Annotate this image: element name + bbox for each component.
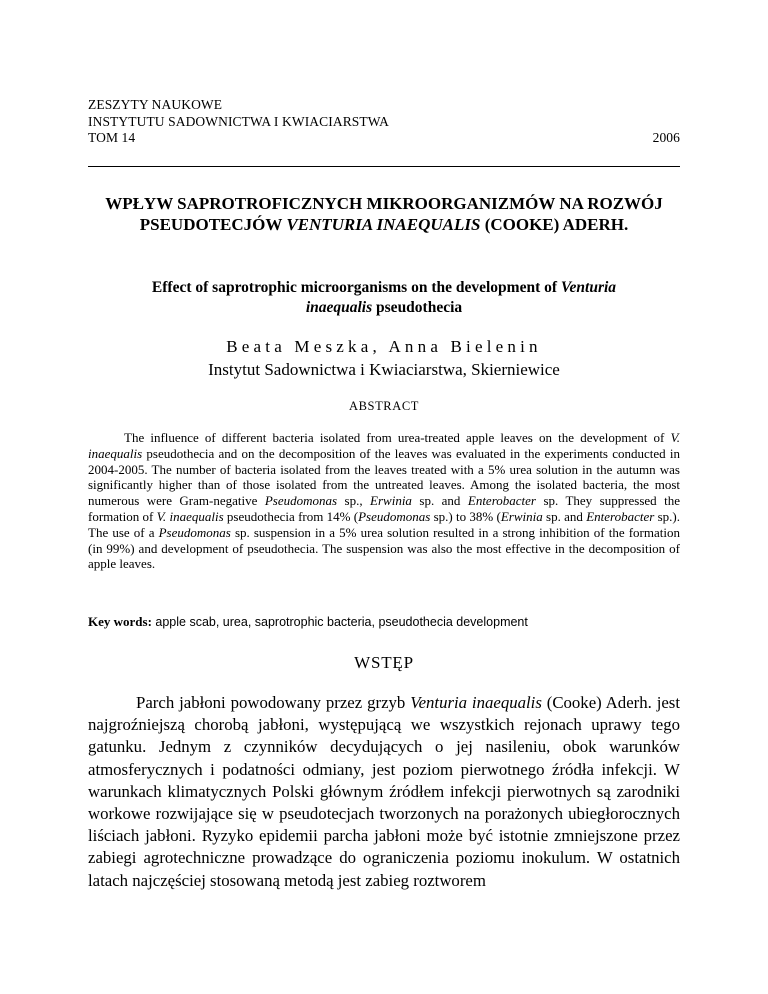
- affiliation: Instytut Sadownictwa i Kwiaciarstwa, Skierniewice: [208, 360, 560, 379]
- authors: Beata Meszka, Anna Bielenin: [226, 337, 542, 356]
- volume-year-row: [88, 130, 680, 147]
- section-heading: WSTĘP: [354, 653, 414, 672]
- title-english: [88, 278, 680, 318]
- body-text: [88, 692, 680, 892]
- abstract-italic: Enterobacter: [586, 508, 655, 524]
- abstract-run: sp.) to 38% (: [430, 508, 501, 524]
- header-divider: [88, 166, 680, 167]
- keywords-list: apple scab, urea, saprotrophic bacteria, pseudothecia development: [151, 615, 528, 629]
- abstract-italic: Pseudomonas: [158, 524, 231, 540]
- abstract-run: sp. suspension in a 5% urea solution resulted in a strong inhibition of the formation (in 99%) and development of pseudothecia. The suspension was also the most effective in the decomposition of apple leaves.: [88, 524, 680, 572]
- abstract-run: sp.). The use of a: [88, 508, 680, 540]
- title-en-genus: Venturia: [560, 279, 617, 296]
- title-en-species: inaequalis: [305, 299, 373, 316]
- abstract-run: sp. They suppressed the formation of: [88, 493, 681, 524]
- keywords: [88, 614, 680, 630]
- abstract-run: sp. and: [411, 493, 468, 509]
- abstract-italic: Pseudomonas: [358, 508, 431, 524]
- journal-name-line1: ZESZYTY NAUKOWE: [88, 97, 223, 112]
- abstract-paragraph: [88, 430, 680, 572]
- abstract-heading: ABSTRACT: [348, 399, 420, 413]
- abstract-run: sp. and: [542, 508, 587, 524]
- abstract-run: pseudothecia from 14% (: [223, 508, 359, 524]
- journal-name-line2: INSTYTUTU SADOWNICTWA I KWIACIARSTWA: [88, 113, 389, 129]
- abstract-text: [88, 430, 680, 572]
- abstract-run: sp.,: [337, 493, 371, 509]
- abstract-italic: Erwinia: [370, 493, 412, 509]
- title-polish: [88, 193, 680, 235]
- title-en-part3: pseudothecia: [372, 299, 463, 316]
- abstract-italic: Pseudomonas: [264, 493, 338, 509]
- title-pl-part2: (COOKE) ADERH.: [480, 215, 629, 234]
- volume-number: TOM 14: [88, 130, 136, 145]
- journal-header: [88, 97, 680, 147]
- publication-year: 2006: [652, 130, 680, 145]
- body-run: Parch jabłoni powodowany przez grzyb: [136, 693, 411, 712]
- title-en-part1: Effect of saprotrophic microorganisms on the development of: [151, 279, 561, 296]
- title-pl-part1: WPŁYW SAPROTROFICZNYCH MIKROORGANIZMÓW NA ROZWÓJ PSEUDOTECJÓW: [105, 194, 663, 234]
- body-run: (Cooke) Aderh. jest najgroźniejszą chorobą jabłoni, występującą we wszystkich rejonach uprawy tego gatunku. Jednym z czynników decydujących o jej nasileniu, obok warunków atmosferycznych i podatności odmiany, jest poziom pierwotnego źródła infekcji. W warunkach klimatycznych Polski głównym źródłem infekcji pierwotnych są zarodniki workowe rozwijające się w pseudotecjach tworzonych na porażonych ubiegłorocznych liściach jabłoni. Ryzyko epidemii parcha jabłoni może być istotnie zmniejszone przez zabiegi agrotechniczne prowadzące do ograniczenia poziomu inokulum. W ostatnich latach najczęściej stosowaną metodą jest zabieg roztworem: [88, 693, 681, 890]
- abstract-italic: V. inaequalis: [156, 508, 224, 524]
- abstract-italic: Enterobacter: [467, 493, 536, 509]
- abstract-run: pseudothecia and on the decomposition of the leaves was evaluated in the experiments conducted in 2004-2005. The number of bacteria isolated from the leaves treated with a 5% urea solution in the autumn was significantly higher than of those isolated from the untreated leaves. Among the isolated bacteria, the most numerous were Gram-negative: [88, 445, 680, 509]
- abstract-run: The influence of different bacteria isolated from urea-treated apple leaves on the development of: [124, 430, 671, 445]
- body-italic: Venturia inaequalis: [410, 693, 542, 712]
- body-paragraph: [88, 692, 680, 892]
- title-pl-species: VENTURIA INAEQUALIS: [286, 215, 481, 234]
- abstract-italic: V. inaequalis: [88, 430, 680, 461]
- abstract-italic: Erwinia: [500, 508, 543, 524]
- keywords-label: Key words:: [88, 614, 152, 629]
